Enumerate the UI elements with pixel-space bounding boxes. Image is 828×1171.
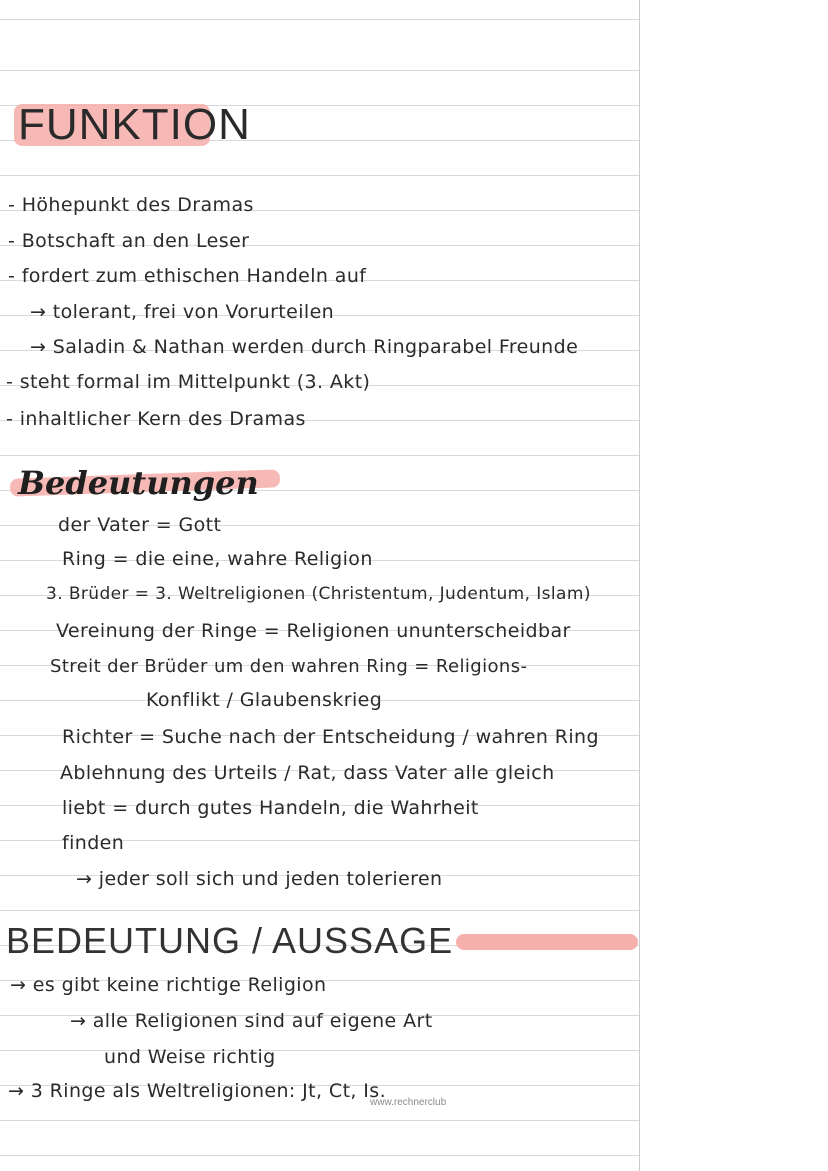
section-heading-bedeutungen: Bedeutungen <box>18 464 259 502</box>
aussage-line-4: → 3 Ringe als Weltreligionen: Jt, Ct, Is. <box>8 1080 387 1102</box>
bedeutungen-line-6: Konflikt / Glaubenskrieg <box>146 689 383 711</box>
funktion-line-6: - steht formal im Mittelpunkt (3. Akt) <box>6 371 371 393</box>
funktion-line-1: - Höhepunkt des Dramas <box>8 194 254 216</box>
funktion-line-7: - inhaltlicher Kern des Dramas <box>6 408 306 430</box>
funktion-line-5: → Saladin & Nathan werden durch Ringparabel Freunde <box>30 336 579 358</box>
aussage-line-2: → alle Religionen sind auf eigene Art <box>70 1010 433 1032</box>
bedeutungen-line-8: Ablehnung des Urteils / Rat, dass Vater alle gleich <box>60 762 555 784</box>
blank-margin <box>640 0 828 1171</box>
aussage-line-1: → es gibt keine richtige Religion <box>10 974 327 996</box>
funktion-line-4: → tolerant, frei von Vorurteilen <box>30 301 335 323</box>
bedeutungen-line-3: 3. Brüder = 3. Weltreligionen (Christentum, Judentum, Islam) <box>46 584 591 604</box>
bedeutungen-line-5: Streit der Brüder um den wahren Ring = Religions- <box>50 656 528 677</box>
section-heading-aussage: BEDEUTUNG / AUSSAGE <box>6 920 454 961</box>
bedeutungen-line-4: Vereinung der Ringe = Religionen ununterscheidbar <box>56 620 571 642</box>
bedeutungen-line-7: Richter = Suche nach der Entscheidung / wahren Ring <box>62 726 599 748</box>
funktion-line-2: - Botschaft an den Leser <box>8 230 250 252</box>
bedeutungen-line-11: → jeder soll sich und jeden tolerieren <box>76 868 443 890</box>
aussage-line-3: und Weise richtig <box>104 1046 276 1068</box>
bedeutungen-line-1: der Vater = Gott <box>58 514 222 536</box>
funktion-line-3: - fordert zum ethischen Handeln auf <box>8 265 367 287</box>
bedeutungen-line-9: liebt = durch gutes Handeln, die Wahrheit <box>62 797 479 819</box>
bedeutungen-line-2: Ring = die eine, wahre Religion <box>62 548 373 570</box>
section-heading-funktion: FUNKTION <box>18 100 251 149</box>
bedeutungen-line-10: finden <box>62 832 125 854</box>
watermark-text: www.rechnerclub <box>370 1097 447 1108</box>
heading-highlight-aussage <box>456 934 638 950</box>
